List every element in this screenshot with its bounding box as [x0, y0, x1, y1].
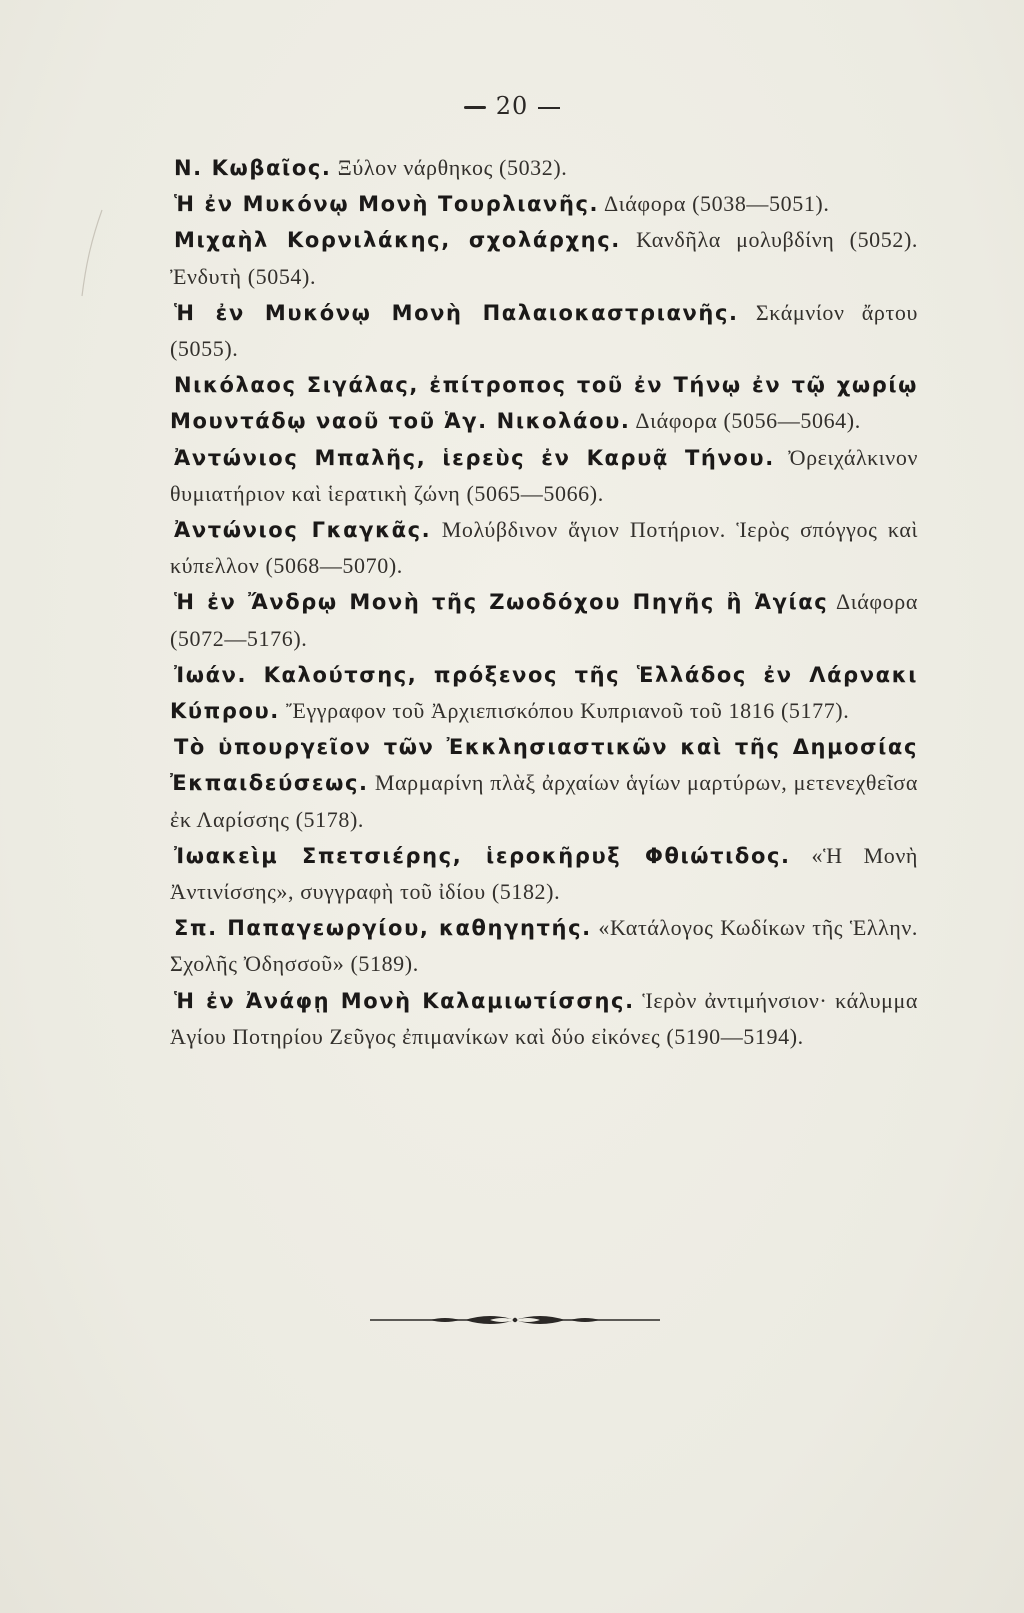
page-number	[0, 92, 1024, 120]
page-number-dash-left	[464, 92, 496, 120]
donation-description: Ὀρειχάλκινον θυμιατήριον καὶ ἱερατικὴ ζώνη (5065—5066).	[170, 444, 918, 506]
donation-description: Κανδῆλα μολυβδίνη (5052). Ἐνδυτὴ (5054).	[170, 227, 918, 289]
page-number-value: 20	[495, 92, 529, 120]
donation-description: Ἔγγραφον τοῦ Ἀρχιεπισκόπου Κυπριανοῦ τοῦ 1816 (5177).	[279, 698, 850, 724]
list-item	[170, 150, 918, 186]
list-item	[170, 910, 918, 982]
donation-description: Διάφορα (5038—5051).	[599, 191, 830, 217]
list-item	[170, 838, 918, 910]
donation-description: Μαρμαρίνη πλὰξ ἀρχαίων ἁγίων μαρτύρων, μετενεχθεῖσα ἐκ Λαρίσσης (5178).	[170, 770, 918, 832]
donor-name: Σπ. Παπαγεωργίου, καθηγητής.	[174, 916, 592, 941]
list-item	[170, 222, 918, 294]
donor-name: Νικόλαος Σιγάλας, ἐπίτροπος τοῦ ἐν Τήνῳ ἐν τῷ χωρίῳ Μουντάδῳ ναοῦ τοῦ Ἁγ. Νικολάου.	[170, 373, 918, 434]
donor-name: Ἰωάν. Καλούτσης, πρόξενος τῆς Ἑλλάδος ἐν Λάρνακι Κύπρου.	[170, 662, 918, 724]
list-item	[170, 367, 918, 439]
donor-name: Ἡ ἐν Μυκόνῳ Μονὴ Τουρλιανῆς.	[174, 192, 600, 217]
list-item	[170, 983, 918, 1055]
donor-name: Ν. Κωβαῖος.	[174, 156, 332, 180]
list-item	[170, 512, 918, 584]
donation-description: «Ἡ Μονὴ Ἀντινίσσης», συγγραφὴ τοῦ ἰδίου (5182).	[170, 842, 918, 905]
margin-pencil-mark	[78, 208, 108, 298]
donations-list	[170, 150, 918, 1055]
donor-name: Ἀντώνιος Γκαγκᾶς.	[174, 518, 432, 543]
end-ornament	[370, 1308, 660, 1332]
donation-description: Σκάμνίον ἄρτου (5055).	[170, 299, 918, 362]
donor-name: Ἰωακεὶμ Σπετσιέρης, ἱεροκῆρυξ Φθιώτιδος.	[174, 843, 791, 868]
donation-description: Διάφορα (5072—5176).	[170, 589, 918, 651]
donation-description: Ξύλον νάρθηκος (5032).	[331, 155, 568, 180]
donation-description: «Κατάλογος Κωδίκων τῆς Ἑλλην. Σχολῆς Ὀδησσοῦ» (5189).	[170, 915, 918, 977]
list-item	[170, 440, 918, 512]
donor-name: Ἡ ἐν Μυκόνῳ Μονὴ Παλαιοκαστριανῆς.	[174, 300, 739, 325]
list-item	[170, 729, 918, 838]
list-item	[170, 584, 918, 656]
list-item	[170, 295, 918, 367]
donor-name: Ἀντώνιος Μπαλῆς, ἱερεὺς ἐν Καρυᾷ Τήνου.	[174, 445, 775, 470]
donor-name: Μιχαὴλ Κορνιλάκης, σχολάρχης.	[174, 228, 621, 253]
list-item	[170, 186, 918, 222]
donation-description: Μολύβδινον ἅγιον Ποτήριον. Ἱερὸς σπόγγος καὶ κύπελλον (5068—5070).	[170, 517, 918, 579]
donor-name: Ἡ ἐν Ἀνάφῃ Μονὴ Καλαμιωτίσσης.	[174, 988, 635, 1013]
donor-name: Τὸ ὑπουργεῖον τῶν Ἐκκλησιαστικῶν καὶ τῆς Δημοσίας Ἐκπαιδεύσεως.	[170, 735, 918, 796]
page-number-dash-right	[528, 92, 560, 120]
donation-description: Διάφορα (5056—5064).	[630, 408, 861, 434]
list-item	[170, 657, 918, 729]
donor-name: Ἡ ἐν Ἄνδρῳ Μονὴ τῆς Ζωοδόχου Πηγῆς ἢ Ἁγίας	[174, 590, 829, 615]
donation-description: Ἱερὸν ἀντιμήνσιον· κάλυμμα Ἁγίου Ποτηρίου Ζεῦγος ἐπιμανίκων καὶ δύο εἰκόνες (5190—5194).	[170, 987, 918, 1049]
